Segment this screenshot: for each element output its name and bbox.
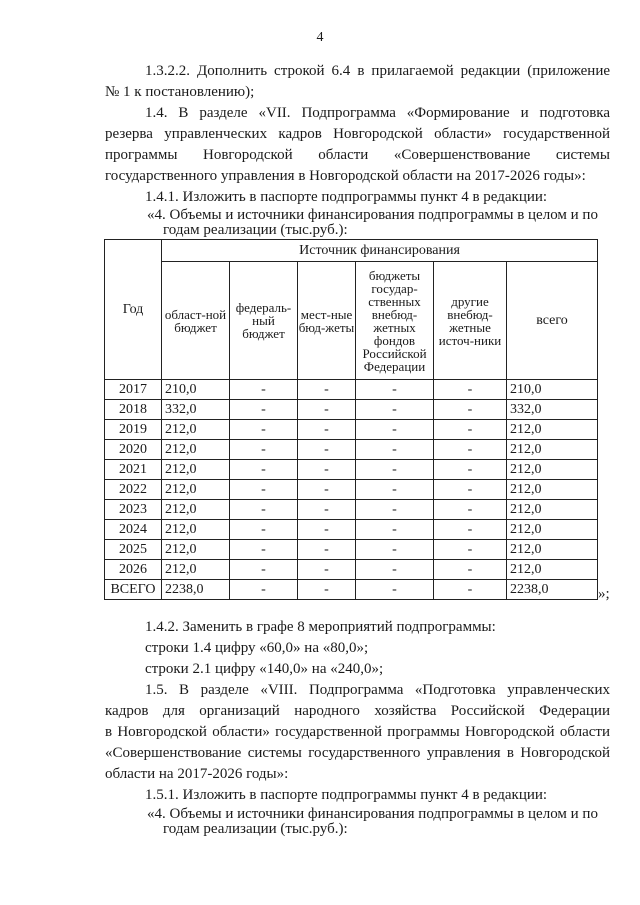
cell-year: 2018 bbox=[105, 400, 162, 420]
cell-year: 2021 bbox=[105, 460, 162, 480]
para-1-5-line4: «Совершенствование системы государственного управления в Новгородской bbox=[105, 745, 610, 761]
cell-offbudget: - bbox=[356, 420, 434, 440]
para-1-4-line1: 1.4. В разделе «VII. Подпрограмма «Формирование и подготовка bbox=[145, 105, 610, 121]
para-1-3-2-2: 1.3.2.2. Дополнить строкой 6.4 в прилагаемой редакции (приложение bbox=[145, 63, 610, 79]
para-1-5-1: 1.5.1. Изложить в паспорте подпрограммы пункт 4 в редакции: bbox=[145, 787, 548, 803]
para-1-4-line3: программы Новгородской области «Совершенствование системы bbox=[105, 147, 610, 163]
cell-federal: - bbox=[230, 480, 298, 500]
cell-local: - bbox=[298, 400, 356, 420]
cell-offbudget: - bbox=[356, 460, 434, 480]
cell-regional: 212,0 bbox=[162, 460, 230, 480]
cell-year: 2017 bbox=[105, 380, 162, 400]
cell-federal: - bbox=[230, 420, 298, 440]
cell-regional: 212,0 bbox=[162, 480, 230, 500]
cell-regional: 212,0 bbox=[162, 560, 230, 580]
cell-other: - bbox=[434, 480, 507, 500]
cell-federal: - bbox=[230, 580, 298, 600]
cell-total: 212,0 bbox=[507, 440, 598, 460]
cell-local: - bbox=[298, 440, 356, 460]
cell-total: 212,0 bbox=[507, 500, 598, 520]
cell-year: 2020 bbox=[105, 440, 162, 460]
cell-local: - bbox=[298, 420, 356, 440]
cell-year: 2025 bbox=[105, 540, 162, 560]
cell-local: - bbox=[298, 540, 356, 560]
table-row bbox=[105, 500, 598, 520]
cell-regional: 212,0 bbox=[162, 420, 230, 440]
para-1-4-line2: резерва управленческих кадров Новгородской области» государственной bbox=[105, 126, 610, 142]
para-1-4-1: 1.4.1. Изложить в паспорте подпрограммы пункт 4 в редакции: bbox=[145, 189, 548, 205]
cell-federal: - bbox=[230, 540, 298, 560]
cell-federal: - bbox=[230, 400, 298, 420]
cell-other: - bbox=[434, 460, 507, 480]
table-row bbox=[105, 460, 598, 480]
col-header-federal: федераль-ный бюджет bbox=[230, 262, 298, 380]
cell-federal: - bbox=[230, 520, 298, 540]
cell-local: - bbox=[298, 580, 356, 600]
cell-total: 212,0 bbox=[507, 540, 598, 560]
cell-regional: 2238,0 bbox=[162, 580, 230, 600]
cell-offbudget: - bbox=[356, 480, 434, 500]
cell-other: - bbox=[434, 500, 507, 520]
col-header-local: мест-ные бюд-жеты bbox=[298, 262, 356, 380]
cell-local: - bbox=[298, 500, 356, 520]
cell-local: - bbox=[298, 520, 356, 540]
cell-total: 210,0 bbox=[507, 380, 598, 400]
cell-year: ВСЕГО bbox=[105, 580, 162, 600]
cell-other: - bbox=[434, 580, 507, 600]
cell-offbudget: - bbox=[356, 540, 434, 560]
cell-other: - bbox=[434, 420, 507, 440]
para-1-5-line3: в Новгородской области» государственной программы Новгородской области bbox=[105, 724, 610, 740]
cell-federal: - bbox=[230, 380, 298, 400]
cell-regional: 212,0 bbox=[162, 520, 230, 540]
cell-other: - bbox=[434, 560, 507, 580]
cell-total: 212,0 bbox=[507, 560, 598, 580]
cell-total: 2238,0 bbox=[507, 580, 598, 600]
cell-local: - bbox=[298, 380, 356, 400]
table-closing-quote: »; bbox=[598, 586, 610, 602]
cell-other: - bbox=[434, 400, 507, 420]
cell-local: - bbox=[298, 460, 356, 480]
col-header-total: всего bbox=[507, 262, 598, 380]
para-1-4-1-quote-line2: годам реализации (тыс.руб.): bbox=[163, 222, 348, 238]
cell-other: - bbox=[434, 520, 507, 540]
cell-other: - bbox=[434, 440, 507, 460]
para-1-5-1-quote-line2: годам реализации (тыс.руб.): bbox=[163, 821, 348, 837]
cell-total: 212,0 bbox=[507, 460, 598, 480]
cell-other: - bbox=[434, 380, 507, 400]
table-group-header-row bbox=[105, 240, 598, 262]
cell-offbudget: - bbox=[356, 520, 434, 540]
cell-federal: - bbox=[230, 460, 298, 480]
cell-year: 2022 bbox=[105, 480, 162, 500]
table-row bbox=[105, 380, 598, 400]
para-1-4-2-b: строки 2.1 цифру «140,0» на «240,0»; bbox=[145, 661, 384, 677]
cell-year: 2023 bbox=[105, 500, 162, 520]
table-subheader-row bbox=[105, 262, 598, 380]
cell-total: 212,0 bbox=[507, 480, 598, 500]
cell-offbudget: - bbox=[356, 440, 434, 460]
cell-offbudget: - bbox=[356, 380, 434, 400]
para-1-4-2-a: строки 1.4 цифру «60,0» на «80,0»; bbox=[145, 640, 369, 656]
financing-table bbox=[104, 239, 598, 600]
cell-offbudget: - bbox=[356, 560, 434, 580]
page-number: 4 bbox=[316, 30, 324, 45]
cell-local: - bbox=[298, 480, 356, 500]
cell-total: 332,0 bbox=[507, 400, 598, 420]
cell-total: 212,0 bbox=[507, 520, 598, 540]
col-header-group: Источник финансирования bbox=[162, 240, 598, 262]
table-row bbox=[105, 540, 598, 560]
para-1-4-1-quote-line1: «4. Объемы и источники финансирования подпрограммы в целом и по bbox=[147, 207, 598, 223]
cell-regional: 212,0 bbox=[162, 540, 230, 560]
col-header-offbudget: бюджеты государ-ственных внебюд-жетных фондов Российской Федерации bbox=[356, 262, 434, 380]
table-row-total bbox=[105, 580, 598, 600]
para-1-5-line2: кадров для организаций народного хозяйства Российской Федерации bbox=[105, 703, 610, 719]
cell-offbudget: - bbox=[356, 580, 434, 600]
table-row bbox=[105, 560, 598, 580]
col-header-year: Год bbox=[105, 240, 162, 380]
table-row bbox=[105, 420, 598, 440]
cell-regional: 212,0 bbox=[162, 440, 230, 460]
col-header-regional: област-ной бюджет bbox=[162, 262, 230, 380]
para-1-3-2-2-cont: № 1 к постановлению); bbox=[105, 84, 255, 100]
cell-regional: 210,0 bbox=[162, 380, 230, 400]
cell-year: 2026 bbox=[105, 560, 162, 580]
cell-year: 2019 bbox=[105, 420, 162, 440]
para-1-5-line5: области на 2017-2026 годы»: bbox=[105, 766, 289, 782]
table-row bbox=[105, 480, 598, 500]
para-1-5-1-quote-line1: «4. Объемы и источники финансирования подпрограммы в целом и по bbox=[147, 806, 598, 822]
cell-year: 2024 bbox=[105, 520, 162, 540]
para-1-4-line4: государственного управления в Новгородской области на 2017-2026 годы»: bbox=[105, 168, 586, 184]
cell-offbudget: - bbox=[356, 400, 434, 420]
cell-federal: - bbox=[230, 560, 298, 580]
cell-regional: 332,0 bbox=[162, 400, 230, 420]
table-row bbox=[105, 400, 598, 420]
cell-regional: 212,0 bbox=[162, 500, 230, 520]
cell-offbudget: - bbox=[356, 500, 434, 520]
cell-total: 212,0 bbox=[507, 420, 598, 440]
cell-other: - bbox=[434, 540, 507, 560]
cell-federal: - bbox=[230, 500, 298, 520]
cell-federal: - bbox=[230, 440, 298, 460]
cell-local: - bbox=[298, 560, 356, 580]
table-row bbox=[105, 440, 598, 460]
col-header-other: другие внебюд-жетные источ-ники bbox=[434, 262, 507, 380]
table-row bbox=[105, 520, 598, 540]
para-1-4-2: 1.4.2. Заменить в графе 8 мероприятий подпрограммы: bbox=[145, 619, 496, 635]
para-1-5-line1: 1.5. В разделе «VIII. Подпрограмма «Подготовка управленческих bbox=[145, 682, 610, 698]
